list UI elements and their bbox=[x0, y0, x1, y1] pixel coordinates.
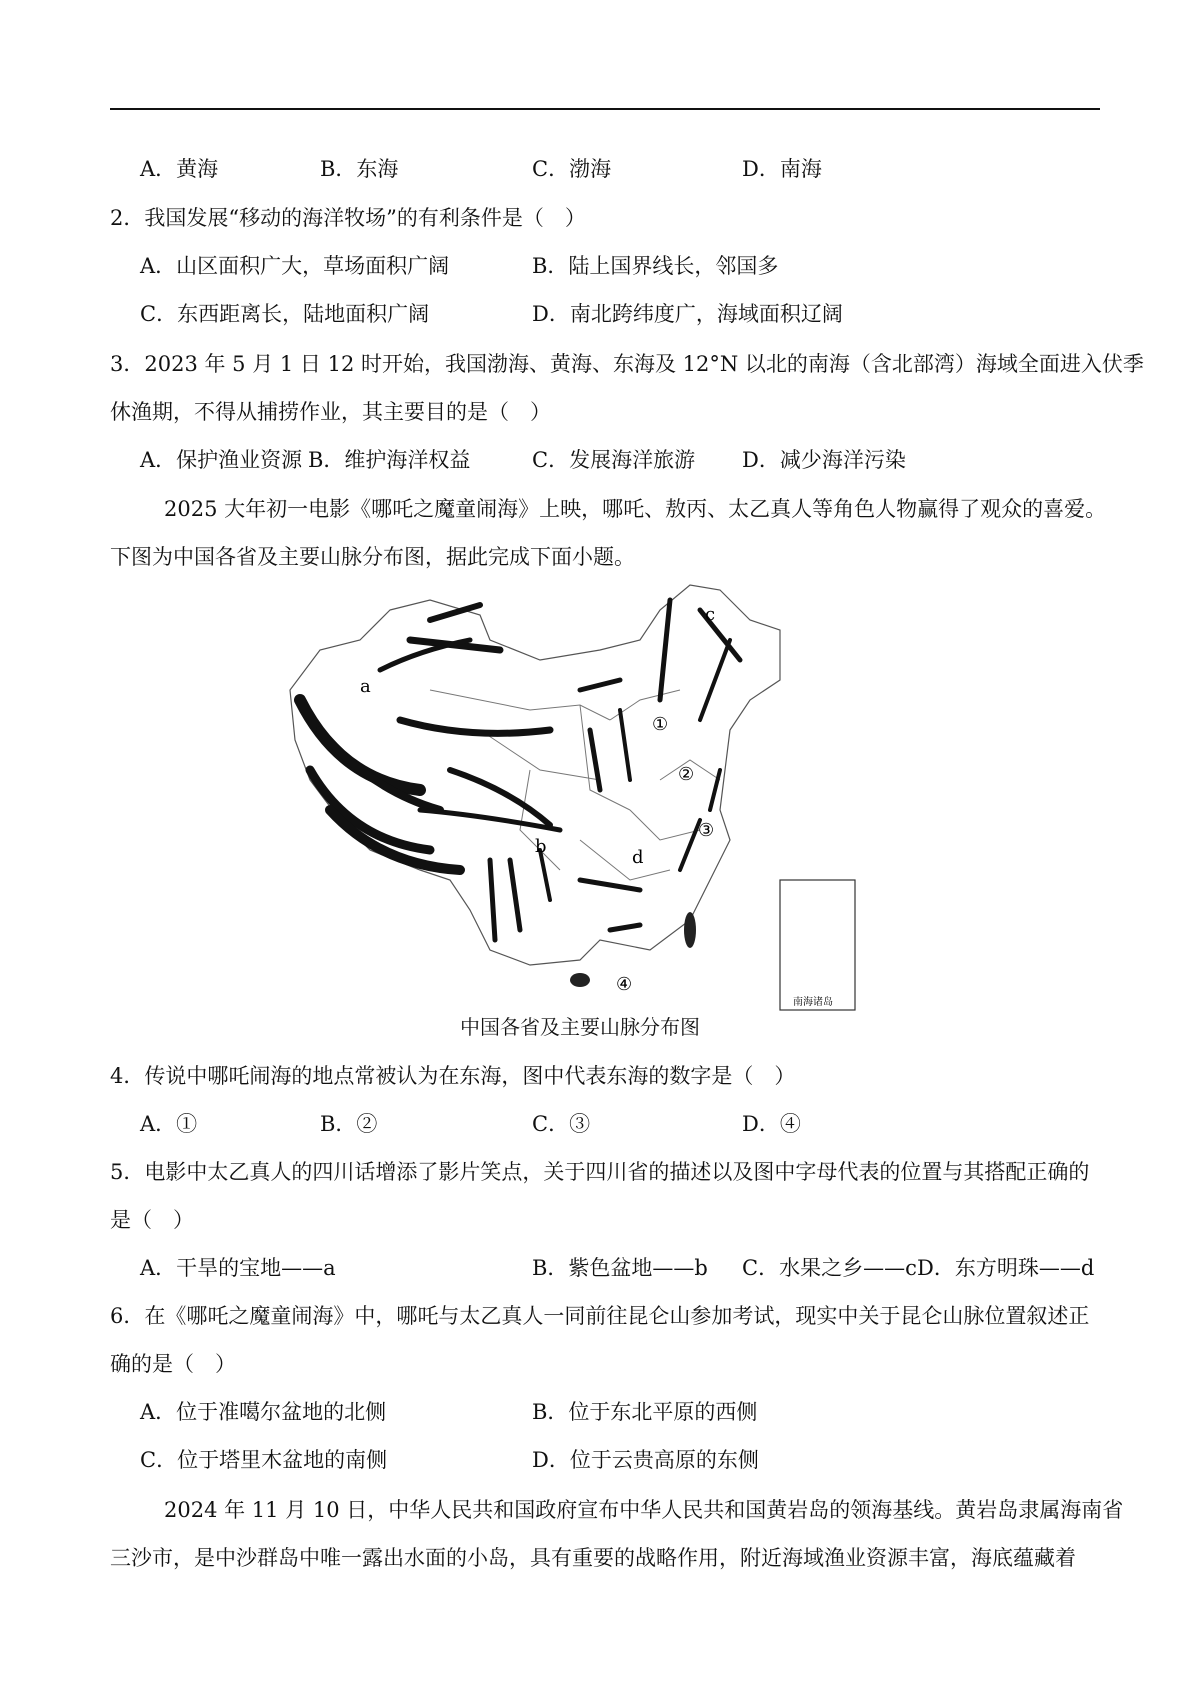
q5-option-b[interactable]: B．紫色盆地——b bbox=[532, 1256, 708, 1280]
q4-option-a[interactable]: A．① bbox=[140, 1112, 198, 1136]
sea-marker-4: ④ bbox=[616, 974, 633, 995]
q6-option-d[interactable]: D．位于云贵高原的东侧 bbox=[532, 1448, 759, 1472]
q5-option-a[interactable]: A．干旱的宝地——a bbox=[140, 1256, 336, 1280]
passage2-line2: 三沙市，是中沙群岛中唯一露出水面的小岛，具有重要的战略作用，附近海域渔业资源丰富，海底蕴藏着 bbox=[110, 1546, 1076, 1570]
q3-option-b[interactable]: B．维护海洋权益 bbox=[308, 448, 471, 472]
sea-marker-3: ③ bbox=[698, 820, 715, 841]
q2-option-c[interactable]: C．东西距离长，陆地面积广阔 bbox=[140, 302, 430, 326]
q1-option-d[interactable]: D．南海 bbox=[742, 157, 822, 181]
q1-option-c[interactable]: C．渤海 bbox=[532, 157, 612, 181]
q1-option-b[interactable]: B．东海 bbox=[320, 157, 399, 181]
q3-option-c[interactable]: C．发展海洋旅游 bbox=[532, 448, 696, 472]
q1-option-a[interactable]: A．黄海 bbox=[140, 157, 219, 181]
map-label-c: c bbox=[705, 604, 716, 625]
q6-stem-line2: 确的是（ ） bbox=[110, 1352, 236, 1376]
map-caption: 中国各省及主要山脉分布图 bbox=[460, 1015, 700, 1039]
q2-stem: 2．我国发展“移动的海洋牧场”的有利条件是（ ） bbox=[110, 206, 586, 230]
q2-option-b[interactable]: B．陆上国界线长，邻国多 bbox=[532, 254, 779, 278]
q6-option-a[interactable]: A．位于准噶尔盆地的北侧 bbox=[140, 1400, 387, 1424]
sea-marker-2: ② bbox=[678, 764, 695, 785]
inset-label: 南海诸岛 bbox=[793, 997, 833, 1008]
q2-option-a[interactable]: A．山区面积广大，草场面积广阔 bbox=[140, 254, 450, 278]
passage1-line1: 2025 大年初一电影《哪吒之魔童闹海》上映，哪吒、敖丙、太乙真人等角色人物赢得了观众的喜爱。 bbox=[164, 497, 1107, 521]
sea-marker-1: ① bbox=[652, 714, 669, 735]
q4-stem: 4．传说中哪吒闹海的地点常被认为在东海，图中代表东海的数字是（ ） bbox=[110, 1064, 796, 1088]
header-rule bbox=[110, 108, 1100, 110]
q3-stem-line2: 休渔期，不得从捕捞作业，其主要目的是（ ） bbox=[110, 400, 551, 424]
q2-option-d[interactable]: D．南北跨纬度广，海域面积辽阔 bbox=[532, 302, 843, 326]
q4-option-d[interactable]: D．④ bbox=[742, 1112, 801, 1136]
q5-stem-line2: 是（ ） bbox=[110, 1208, 194, 1232]
passage1-line2: 下图为中国各省及主要山脉分布图，据此完成下面小题。 bbox=[110, 545, 635, 569]
q4-option-b[interactable]: B．② bbox=[320, 1112, 378, 1136]
q3-stem-line1: 3．2023 年 5 月 1 日 12 时开始，我国渤海、黄海、东海及 12°N 以北的南海（含北部湾）海域全面进入伏季 bbox=[110, 352, 1144, 376]
q4-option-c[interactable]: C．③ bbox=[532, 1112, 591, 1136]
map-label-b: b bbox=[535, 836, 547, 857]
q5-stem-line1: 5．电影中太乙真人的四川话增添了影片笑点，关于四川省的描述以及图中字母代表的位置与其搭配正确的 bbox=[110, 1160, 1090, 1184]
q5-option-c[interactable]: C．水果之乡——c bbox=[742, 1256, 917, 1280]
map-label-d: d bbox=[632, 847, 644, 868]
q6-option-c[interactable]: C．位于塔里木盆地的南侧 bbox=[140, 1448, 388, 1472]
q5-option-d[interactable]: D．东方明珠——d bbox=[917, 1256, 1095, 1280]
map-label-a: a bbox=[360, 676, 371, 697]
q3-option-d[interactable]: D．减少海洋污染 bbox=[742, 448, 906, 472]
q6-stem-line1: 6．在《哪吒之魔童闹海》中，哪吒与太乙真人一同前往昆仑山参加考试，现实中关于昆仑山脉位置叙述正 bbox=[110, 1304, 1090, 1328]
q3-option-a[interactable]: A．保护渔业资源 bbox=[140, 448, 303, 472]
passage2-line1: 2024 年 11 月 10 日，中华人民共和国政府宣布中华人民共和国黄岩岛的领海基线。黄岩岛隶属海南省 bbox=[164, 1498, 1124, 1522]
china-mountain-map bbox=[280, 580, 940, 1030]
q6-option-b[interactable]: B．位于东北平原的西侧 bbox=[532, 1400, 758, 1424]
